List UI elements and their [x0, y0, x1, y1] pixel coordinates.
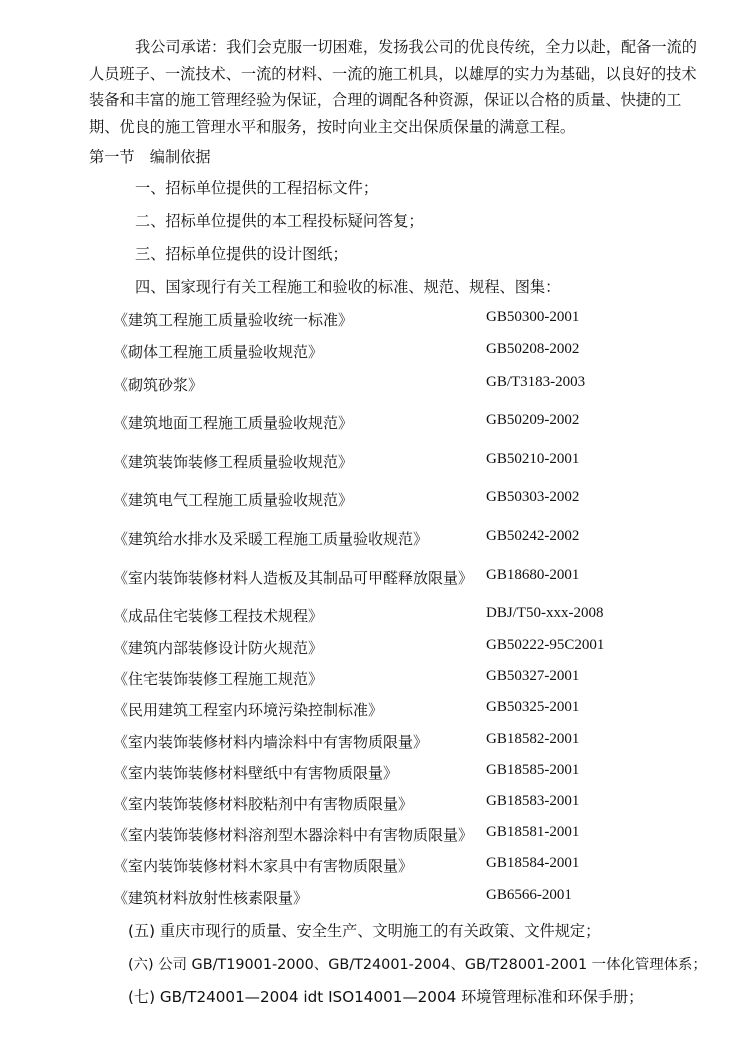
intro-paragraph	[89, 34, 709, 140]
standard-code: GB50327-2001	[486, 668, 580, 684]
standard-code: GB/T3183-2003	[486, 374, 586, 390]
basis-item: (五) 重庆市现行的质量、安全生产、文明施工的有关政策、文件规定；	[128, 922, 601, 940]
standard-code: DBJ/T50-xxx-2008	[486, 605, 604, 621]
standard-code: GB18680-2001	[486, 567, 580, 583]
standard-name: 《室内装饰装修材料壁纸中有害物质限量》	[113, 764, 399, 782]
standard-code: GB18585-2001	[486, 762, 580, 778]
standard-name: 《室内装饰装修材料人造板及其制品可甲醛释放限量》	[113, 569, 474, 587]
basis-item: 二、招标单位提供的本工程投标疑问答复；	[135, 212, 424, 230]
basis-item: 一、招标单位提供的工程招标文件；	[135, 179, 378, 197]
standard-name: 《建筑给水排水及采暖工程施工质量验收规范》	[113, 530, 429, 548]
standard-name: 《建筑内部装修设计防火规范》	[113, 639, 324, 657]
standard-name: 《成品住宅装修工程技术规程》	[113, 607, 324, 625]
standard-code: GB50208-2002	[486, 341, 580, 357]
standard-name: 《建筑电气工程施工质量验收规范》	[113, 491, 354, 509]
standard-name: 《砌体工程施工质量验收规范》	[113, 343, 324, 361]
standard-code: GB18583-2001	[486, 793, 580, 809]
basis-item: (六) 公司 GB/T19001-2000、GB/T24001-2004、GB/T28001-2001 一体化管理体系；	[128, 957, 707, 973]
standard-code: GB50222-95C2001	[486, 637, 605, 653]
basis-item: 四、国家现行有关工程施工和验收的标准、规范、规程、图集：	[135, 278, 561, 296]
standard-code: GB18581-2001	[486, 824, 580, 840]
standard-name: 《建筑地面工程施工质量验收规范》	[113, 414, 354, 432]
standard-name: 《民用建筑工程室内环境污染控制标准》	[113, 701, 384, 719]
standard-code: GB50325-2001	[486, 699, 580, 715]
standard-name: 《室内装饰装修材料溶剂型木器涂料中有害物质限量》	[113, 826, 474, 844]
standard-code: GB6566-2001	[486, 887, 572, 903]
standard-name: 《砌筑砂浆》	[113, 376, 204, 394]
standard-name: 《建筑工程施工质量验收统一标准》	[113, 311, 354, 329]
standard-name: 《建筑装饰装修工程质量验收规范》	[113, 453, 354, 471]
standard-code: GB18582-2001	[486, 731, 580, 747]
standard-code: GB50209-2002	[486, 412, 580, 428]
standard-name: 《室内装饰装修材料内墙涂料中有害物质限量》	[113, 733, 429, 751]
standard-code: GB50242-2002	[486, 528, 580, 544]
standard-name: 《室内装饰装修材料木家具中有害物质限量》	[113, 857, 414, 875]
basis-item: 三、招标单位提供的设计图纸；	[135, 245, 348, 263]
standard-code: GB18584-2001	[486, 855, 580, 871]
basis-item: (七) GB/T24001—2004 idt ISO14001—2004 环境管理标准和环保手册；	[128, 988, 644, 1006]
standard-name: 《室内装饰装修材料胶粘剂中有害物质限量》	[113, 795, 414, 813]
section-title: 第一节 编制依据	[89, 148, 211, 166]
standard-code: GB50300-2001	[486, 309, 580, 325]
intro-text: 我公司承诺：我们会克服一切困难，发扬我公司的优良传统，全力以赴，配备一流的人员班子、一流技术、一流的材料、一流的施工机具，以雄厚的实力为基础，以良好的技术装备和丰富的施工管理经验为保证，合理的调配各种资源，保证以合格的质量、快捷的工期、优良的施工管理水平和服务，按时向业主交出保质保量的满意工程。	[89, 38, 697, 136]
standard-code: GB50303-2002	[486, 489, 580, 505]
standard-name: 《住宅装饰装修工程施工规范》	[113, 670, 324, 688]
standard-code: GB50210-2001	[486, 451, 580, 467]
standard-name: 《建筑材料放射性核素限量》	[113, 889, 309, 907]
